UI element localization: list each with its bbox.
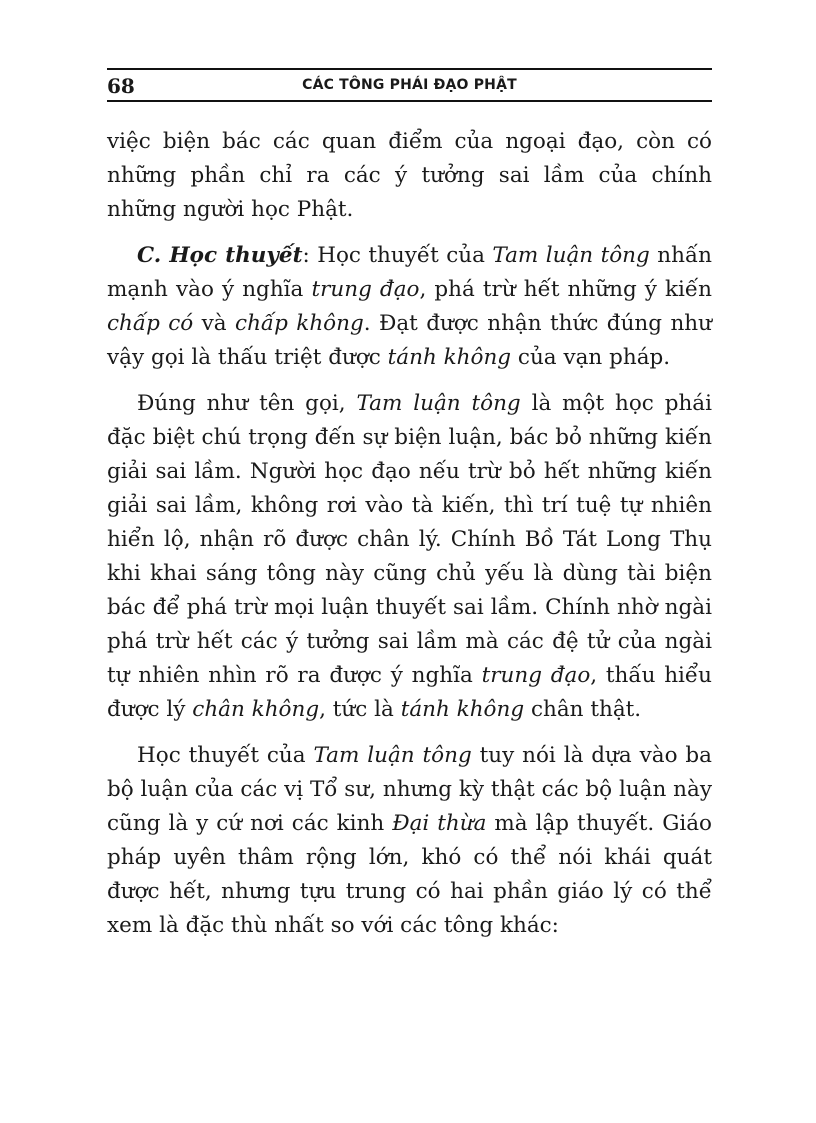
paragraph-1 [107, 125, 712, 227]
paragraph-2 [107, 239, 712, 375]
text-run: Học thuyết của [137, 743, 314, 768]
paragraph-3 [107, 387, 712, 727]
section-heading-label: C. Học thuyết [137, 243, 303, 268]
text-run: , tức là [319, 697, 401, 722]
text-run: và [193, 311, 236, 336]
running-title: CÁC TÔNG PHÁI ĐẠO PHẬT [302, 77, 517, 93]
body-text [107, 125, 712, 943]
italic-term: tánh không [400, 697, 525, 722]
italic-term: chấp không [235, 311, 364, 336]
text-run: tuy nói là dựa vào ba bộ luận của các vị Tổ sư, nhưng kỳ thật các bộ luận này cũng là y cứ nơi các kinh [107, 743, 712, 836]
page-header [107, 68, 712, 102]
text-run: , phá trừ hết những ý kiến [419, 277, 713, 302]
paragraph-4 [107, 739, 712, 943]
page-number: 68 [107, 74, 135, 98]
italic-term: chấp có [107, 311, 194, 336]
text-run: của vạn pháp. [511, 345, 671, 370]
text-run: Đúng như tên gọi, [137, 391, 357, 416]
italic-term: chân không [192, 697, 320, 722]
italic-term: Đại thừa [392, 811, 487, 836]
italic-term: trung đạo [481, 663, 591, 688]
italic-term: trung đạo [311, 277, 420, 302]
italic-term: Tam luận tông [313, 743, 472, 768]
text-run: là một học phái đặc biệt chú trọng đến sự biện luận, bác bỏ những kiến giải sai lầm. Người học đạo nếu trừ bỏ hết những kiến giải sai lầm, không rơi vào tà kiến, thì trí tuệ tự nhiên hiển lộ, nhận rõ được chân lý. Chính Bồ Tát Long Thụ khi khai sáng tông này cũng chủ yếu là dùng tài biện bác để phá trừ mọi luận thuyết sai lầm. Chính nhờ ngài phá trừ hết các ý tưởng sai lầm mà các đệ tử của ngài tự nhiên nhìn rõ ra được ý nghĩa [107, 391, 712, 688]
text-run: việc biện bác các quan điểm của ngoại đạo, còn có những phần chỉ ra các ý tưởng sai lầm của chính những người học Phật. [107, 129, 712, 222]
text-run: chân thật. [524, 697, 642, 722]
text-run: , thấu hiểu được lý [107, 663, 713, 722]
text-run: . Đạt được nhận thức đúng như vậy gọi là thấu triệt được [107, 311, 712, 370]
text-run: nhấn mạnh vào ý nghĩa [107, 243, 712, 302]
text-run: : Học thuyết của [302, 243, 493, 268]
italic-term: Tam luận tông [492, 243, 650, 268]
book-page [107, 68, 712, 943]
italic-term: tánh không [387, 345, 512, 370]
text-run: mà lập thuyết. Giáo pháp uyên thâm rộng lớn, khó có thể nói khái quát được hết, nhưng tựu trung có hai phần giáo lý có thể xem là đặc thù nhất so với các tông khác: [107, 811, 713, 938]
italic-term: Tam luận tông [356, 391, 521, 416]
